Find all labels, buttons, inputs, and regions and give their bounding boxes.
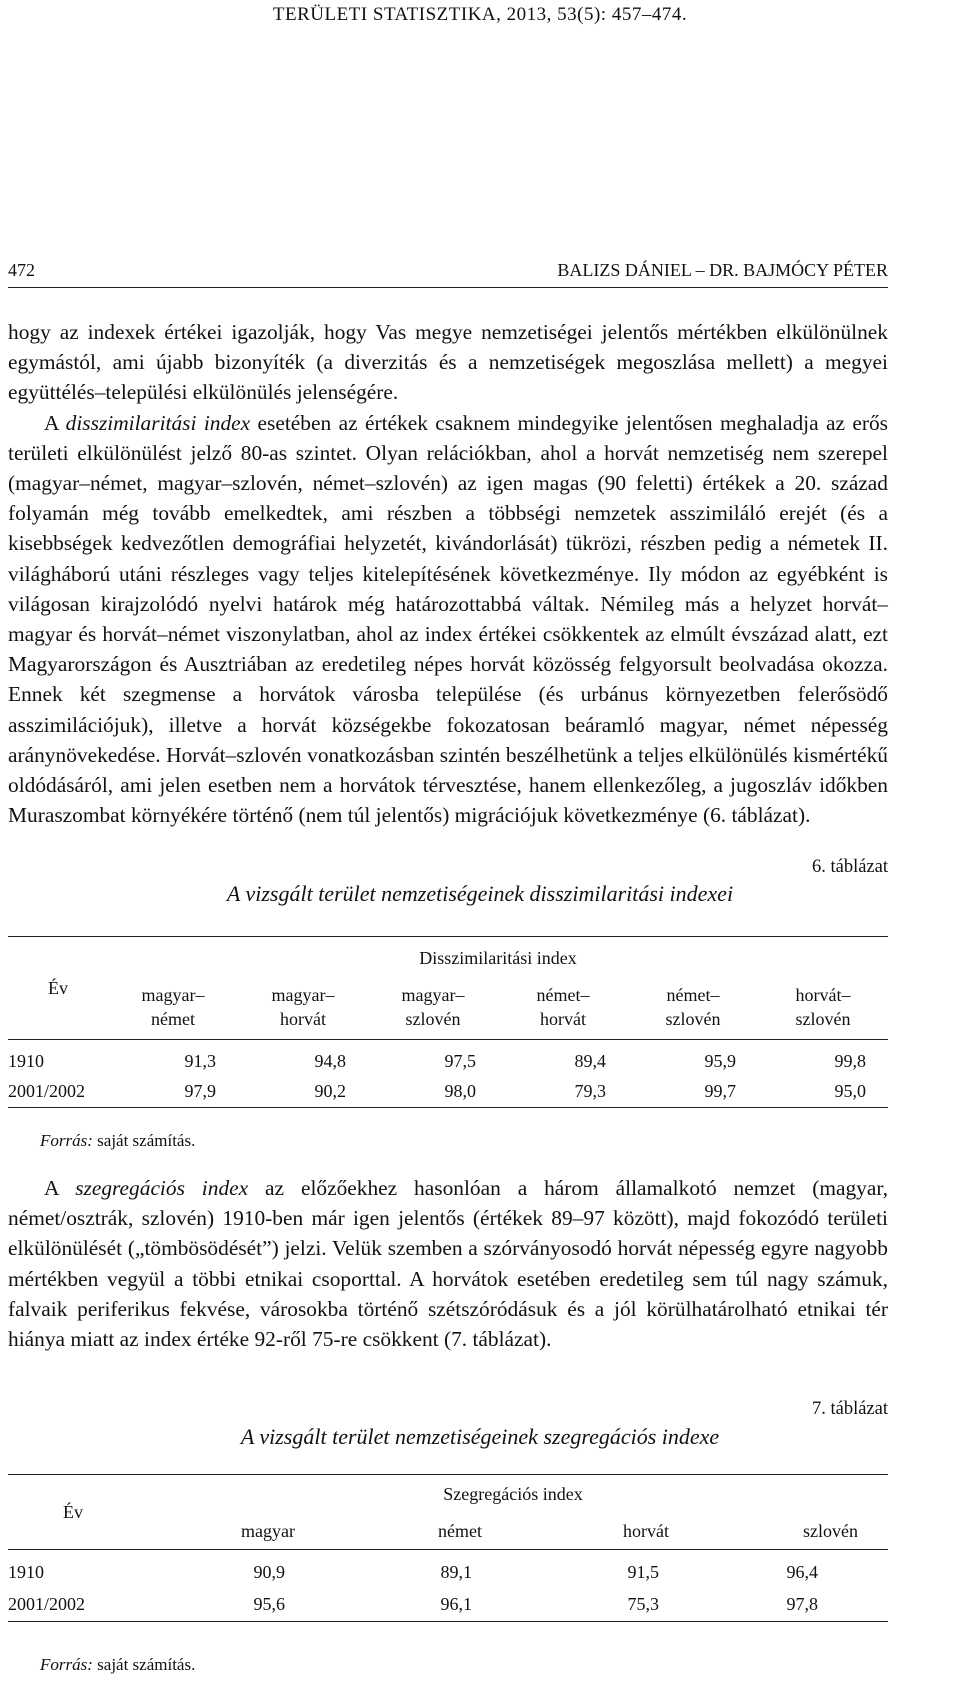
text-run: A <box>44 1176 76 1200</box>
value-cell: 99,8 <box>834 1051 866 1072</box>
term: disszimilaritási index <box>65 410 251 435</box>
column-header: magyar– szlovén <box>401 985 465 1029</box>
table-row <box>8 1588 888 1622</box>
body-text-2 <box>8 1173 888 1354</box>
page-number: 472 <box>8 260 35 280</box>
table7 <box>8 1474 888 1622</box>
table-row <box>8 1040 888 1076</box>
paragraph <box>8 1173 888 1354</box>
header-rule <box>8 287 888 288</box>
value-cell: 96,1 <box>440 1593 472 1614</box>
text-run: A <box>44 410 66 435</box>
value-cell: 79,3 <box>574 1080 606 1101</box>
value-cell: 95,9 <box>704 1051 736 1072</box>
running-header <box>8 260 888 281</box>
year-cell: 1910 <box>8 1051 44 1072</box>
year-cell: 2001/2002 <box>8 1080 86 1101</box>
value-cell: 89,1 <box>440 1562 472 1583</box>
table-row <box>8 1076 888 1108</box>
column-header: magyar– horvát <box>271 985 335 1029</box>
journal-header: TERÜLETI STATISZTIKA, 2013, 53(5): 457–474. <box>272 4 688 25</box>
table6-title: A vizsgált terület nemzetiségeinek disszimilaritási indexei <box>226 881 734 906</box>
value-cell: 91,3 <box>184 1051 216 1072</box>
year-cell: 2001/2002 <box>8 1593 86 1614</box>
paragraph: hogy az indexek értékei igazolják, hogy Vas megye nemzetiségei jelentős mértékben elkülönülnek egymástól, ami újabb bizonyíték (a diverzitás és a nemzetiségek megoszlása mellett) a megyei együttélés–települési elkülönülés jelenségére. <box>8 320 888 405</box>
column-header: szlovén <box>803 1520 858 1541</box>
table7-title: A vizsgált terület nemzetiségeinek szegregációs indexe <box>240 1424 720 1449</box>
value-cell: 99,7 <box>704 1080 736 1101</box>
column-header: horvát– szlovén <box>795 985 851 1029</box>
table-row <box>8 1550 888 1588</box>
year-header: Év <box>63 1501 83 1522</box>
table6 <box>8 936 888 1108</box>
year-cell: 1910 <box>8 1562 44 1583</box>
column-header: horvát <box>623 1520 669 1541</box>
value-cell: 97,8 <box>786 1593 818 1614</box>
value-cell: 95,0 <box>834 1080 866 1101</box>
source-text: saját számítás. <box>92 1655 196 1674</box>
column-header: magyar– német <box>141 985 205 1029</box>
table7-label: 7. táblázat <box>811 1399 888 1419</box>
source-text: saját számítás. <box>92 1131 196 1150</box>
text-run: esetében az értékek csaknem mindegyike jelentősen meghaladja az erős területi elkülönülést jelző 80-as szintet. Olyan relációkban, ahol a horvát nemzetiség nem szerepel (magyar–német, magyar–szlovén, német–szlovén) az igen magas (90 feletti) értékek a 20. század folyamán még tovább emelkedtek, ami részben a többségi nemzetek asszimiláló erejét (és a kisebbségek kedvezőtlen demográfiai helyzetét, kivándorlását) tükrözi, részben pedig a németek II. világháború utáni részleges vagy teljes kitelepítésének következménye. Ily módon az egyébként is világosan kirajzolódó nyelvi határok még határozottabbá váltak. Némileg más a helyzet horvát–magyar és horvát–német viszonylatban, ahol az index értékei csökkentek az elmúlt évszázad alatt, ezt Magyarországon és Ausztriában az eredetileg népes horvát közösség felgyorsult beolvadása okozza. Ennek két szegmense a horvátok városba települése (és urbánus környezetben felerősödő asszimilációjuk), illetve a horvát községekbe fokozatosan beáramló magyar, német népesség aránynövekedése. Horvát–szlovén vonatkozásban szintén beszélhetünk a teljes elkülönülés kismértékű oldódásáról, ami jelen esetben nem a horvátok térvesztése, hanem ellenkezőleg, a jugoszláv időkben Muraszombat környékére történő (nem túl jelentős) migrációjuk következménye (6. táblázat). <box>8 410 889 828</box>
value-cell: 89,4 <box>574 1051 606 1072</box>
value-cell: 96,4 <box>786 1562 818 1583</box>
value-cell: 91,5 <box>627 1562 659 1583</box>
year-header: Év <box>48 977 68 998</box>
value-cell: 75,3 <box>627 1593 659 1614</box>
text-run: az előzőekhez hasonlóan a három államalkotó nemzet (magyar, német/osztrák, szlovén) 1910-ben már igen jelentős (értékek 89–97 között), majd fokozódó területi elkülönülését („tömbösödését”) jelzi. Velük szemben a szórványosodó horvát népesség egyre nagyobb mértékben vegyül a többi etnikai csoporttal. A horvátok esetében eredetileg sem túl nagy számuk, falvaik periferikus fekvése, városokba történő szétszóródásuk és a jól körülhatárolható etnikai tér hiánya miatt az index értéke 92-ről 75-re csökkent (7. táblázat). <box>8 1176 888 1352</box>
value-cell: 94,8 <box>314 1051 346 1072</box>
paragraph <box>8 408 888 831</box>
authors: BALIZS DÁNIEL – DR. BAJMÓCY PÉTER <box>557 260 888 280</box>
term: szegregációs index <box>75 1176 249 1200</box>
column-header: német– horvát <box>536 985 590 1029</box>
value-cell: 95,6 <box>253 1593 285 1614</box>
table6-label: 6. táblázat <box>811 857 888 877</box>
value-cell: 97,5 <box>444 1051 476 1072</box>
column-header: német <box>438 1520 482 1541</box>
body-text-1 <box>8 317 888 830</box>
column-header: magyar <box>241 1520 295 1541</box>
source-label: Forrás: <box>40 1655 93 1674</box>
table6-source <box>40 1131 195 1151</box>
value-cell: 90,2 <box>314 1080 346 1101</box>
group-header: Disszimilaritási index <box>419 947 577 968</box>
value-cell: 97,9 <box>184 1080 216 1101</box>
value-cell: 90,9 <box>253 1562 285 1583</box>
group-header: Szegregációs index <box>443 1483 583 1504</box>
value-cell: 98,0 <box>444 1080 476 1101</box>
column-header: német– szlovén <box>665 985 721 1029</box>
table7-source <box>40 1655 195 1675</box>
source-label: Forrás: <box>40 1131 93 1150</box>
